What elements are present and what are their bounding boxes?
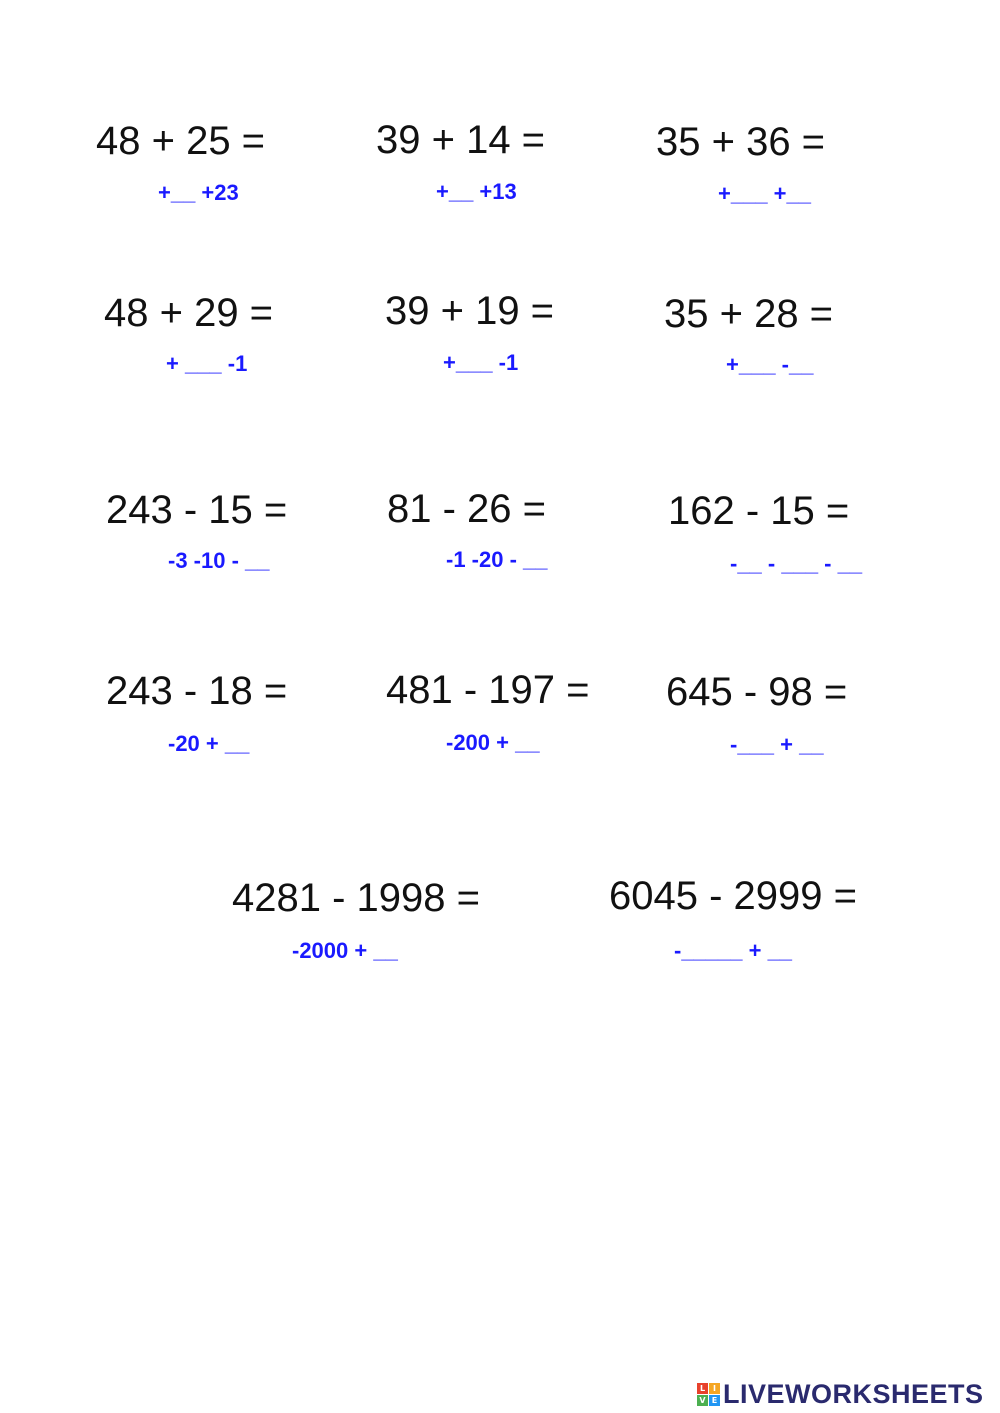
equation: 81 - 26 = [387, 487, 547, 531]
equation: 35 + 28 = [664, 292, 834, 336]
hint-10: -20 + __ [168, 731, 250, 756]
equation: 48 + 29 = [104, 291, 274, 335]
equation: 162 - 15 = [668, 489, 850, 533]
equation: 4281 - 1998 = [232, 876, 480, 920]
problem-7 [106, 490, 287, 530]
problem-1 [96, 121, 265, 161]
problem-11 [386, 670, 590, 710]
hint-2: +__ +13 [436, 179, 517, 204]
equation: 243 - 15 = [106, 488, 288, 532]
hint-12: -___ + __ [730, 732, 824, 757]
equation: 481 - 197 = [386, 668, 590, 712]
hint-9: -__ - ___ - __ [730, 551, 863, 576]
equation: 645 - 98 = [666, 670, 848, 714]
hint-8: -1 -20 - __ [446, 547, 548, 572]
equation: 35 + 36 = [656, 120, 826, 164]
hint-6: +___ -__ [726, 352, 814, 377]
logo-mark-icon [697, 1383, 720, 1406]
logo-mark-cell: I [709, 1383, 720, 1394]
liveworksheets-logo [697, 1378, 984, 1410]
problem-5 [385, 291, 554, 331]
problem-2 [376, 120, 545, 160]
hint-1: +__ +23 [158, 180, 239, 205]
problem-9 [668, 491, 849, 531]
hint-4: + ___ -1 [166, 351, 248, 376]
problem-13 [232, 878, 480, 918]
logo-mark-cell: V [697, 1395, 708, 1406]
logo-mark-cell: E [709, 1395, 720, 1406]
hint-11: -200 + __ [446, 730, 540, 755]
equation: 39 + 19 = [385, 289, 555, 333]
equation: 6045 - 2999 = [609, 874, 857, 918]
problem-14 [609, 876, 857, 916]
hint-3: +___ +__ [718, 181, 811, 206]
problem-3 [656, 122, 825, 162]
logo-text: LIVEWORKSHEETS [723, 1378, 984, 1409]
hint-14: -_____ + __ [674, 938, 793, 963]
equation: 39 + 14 = [376, 118, 546, 162]
logo-mark-cell: L [697, 1383, 708, 1394]
problem-4 [104, 293, 273, 333]
hint-5: +___ -1 [443, 350, 519, 375]
problem-6 [664, 294, 833, 334]
problem-12 [666, 672, 847, 712]
equation: 243 - 18 = [106, 669, 288, 713]
equation: 48 + 25 = [96, 119, 266, 163]
problem-8 [387, 489, 546, 529]
hint-7: -3 -10 - __ [168, 548, 270, 573]
hint-13: -2000 + __ [292, 938, 398, 963]
problem-10 [106, 671, 287, 711]
